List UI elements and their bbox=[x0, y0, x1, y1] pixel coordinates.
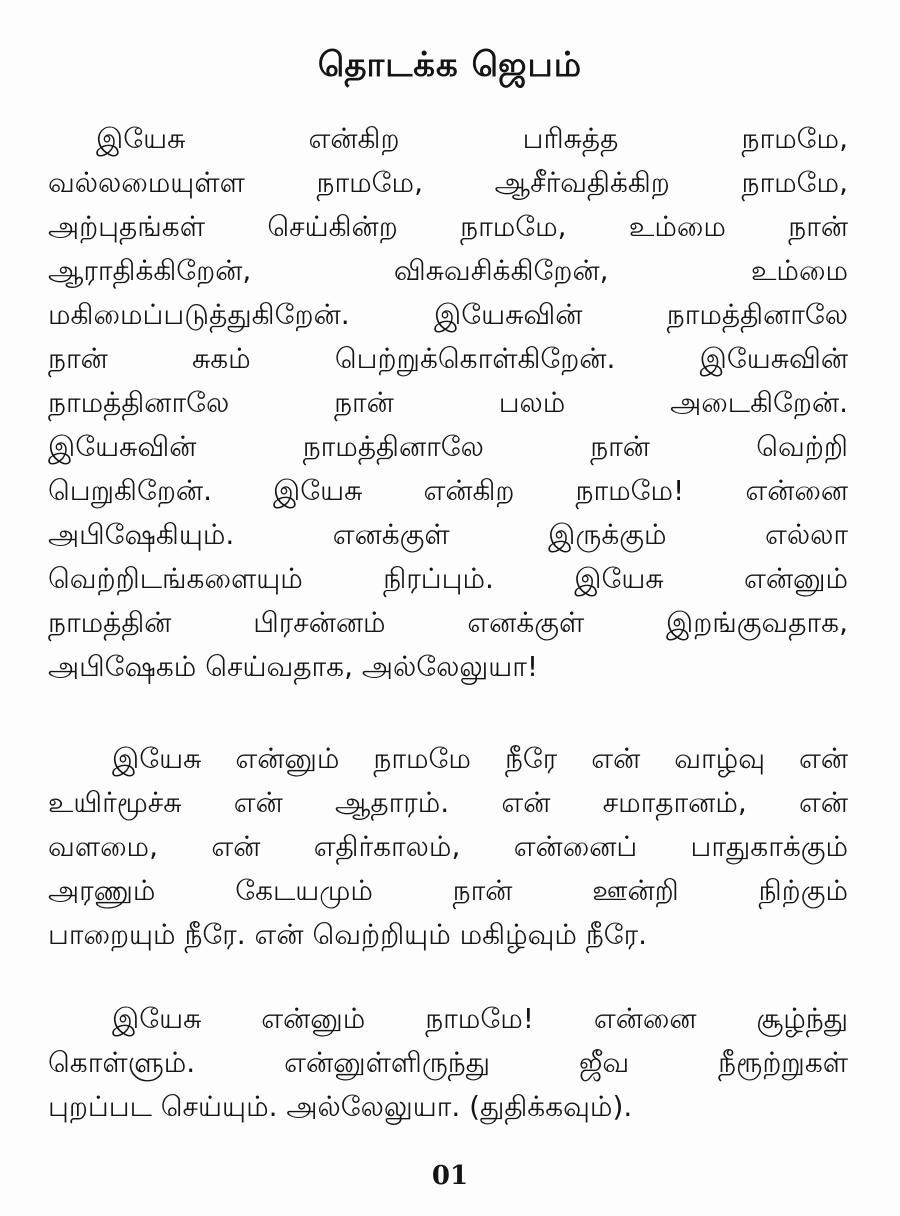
text-line: இயேசு என்னும் நாமமே! என்னை சூழ்ந்து bbox=[112, 1002, 848, 1035]
text-line: அரணும் கேடயமும் நான் ஊன்றி நிற்கும் bbox=[48, 874, 848, 907]
text-line: புறப்பட செய்யும். அல்லேலுயா. (துதிக்கவும்). bbox=[48, 1090, 633, 1123]
prayer-paragraph-2 bbox=[48, 737, 848, 957]
prayer-paragraph-1 bbox=[48, 117, 848, 689]
text-line: பாறையும் நீரே. என் வெற்றியும் மகிழ்வும் நீரே. bbox=[48, 918, 648, 951]
prayer-paragraph-3 bbox=[48, 997, 848, 1129]
page-title: தொடக்க ஜெபம் bbox=[317, 45, 583, 85]
text-line: இயேசு என்கிற பரிசுத்த நாமமே, bbox=[96, 122, 848, 155]
text-line: இயேசு என்னும் நாமமே நீரே என் வாழ்வு என் bbox=[112, 742, 848, 775]
text-line: அற்புதங்கள் செய்கின்ற நாமமே, உம்மை நான் bbox=[48, 210, 848, 243]
text-line: ஆராதிக்கிறேன், விசுவசிக்கிறேன், உம்மை bbox=[48, 254, 848, 287]
text-line: நாமத்தின் பிரசன்னம் எனக்குள் இறங்குவதாக, bbox=[48, 606, 848, 639]
text-line: வல்லமையுள்ள நாமமே, ஆசீர்வதிக்கிற நாமமே, bbox=[48, 166, 848, 199]
text-line: மகிமைப்படுத்துகிறேன். இயேசுவின் நாமத்தினாலே bbox=[48, 298, 848, 331]
text-line: நான் சுகம் பெற்றுக்கொள்கிறேன். இயேசுவின் bbox=[48, 342, 848, 375]
text-line: நாமத்தினாலே நான் பலம் அடைகிறேன். bbox=[48, 386, 848, 419]
text-line: வெற்றிடங்களையும் நிரப்பும். இயேசு என்னும் bbox=[48, 562, 848, 595]
text-line: வளமை, என் எதிர்காலம், என்னைப் பாதுகாக்கும் bbox=[48, 830, 848, 863]
text-line: அபிஷேகம் செய்வதாக, அல்லேலுயா! bbox=[48, 650, 539, 683]
text-line: உயிர்மூச்சு என் ஆதாரம். என் சமாதானம், என் bbox=[48, 786, 848, 819]
page-number: 01 bbox=[431, 1161, 469, 1191]
text-line: பெறுகிறேன். இயேசு என்கிற நாமமே! என்னை bbox=[48, 474, 848, 507]
text-line: அபிஷேகியும். எனக்குள் இருக்கும் எல்லா bbox=[48, 518, 848, 551]
text-line: கொள்ளும். என்னுள்ளிருந்து ஜீவ நீரூற்றுகள் bbox=[48, 1046, 848, 1079]
text-line: இயேசுவின் நாமத்தினாலே நான் வெற்றி bbox=[48, 430, 848, 463]
